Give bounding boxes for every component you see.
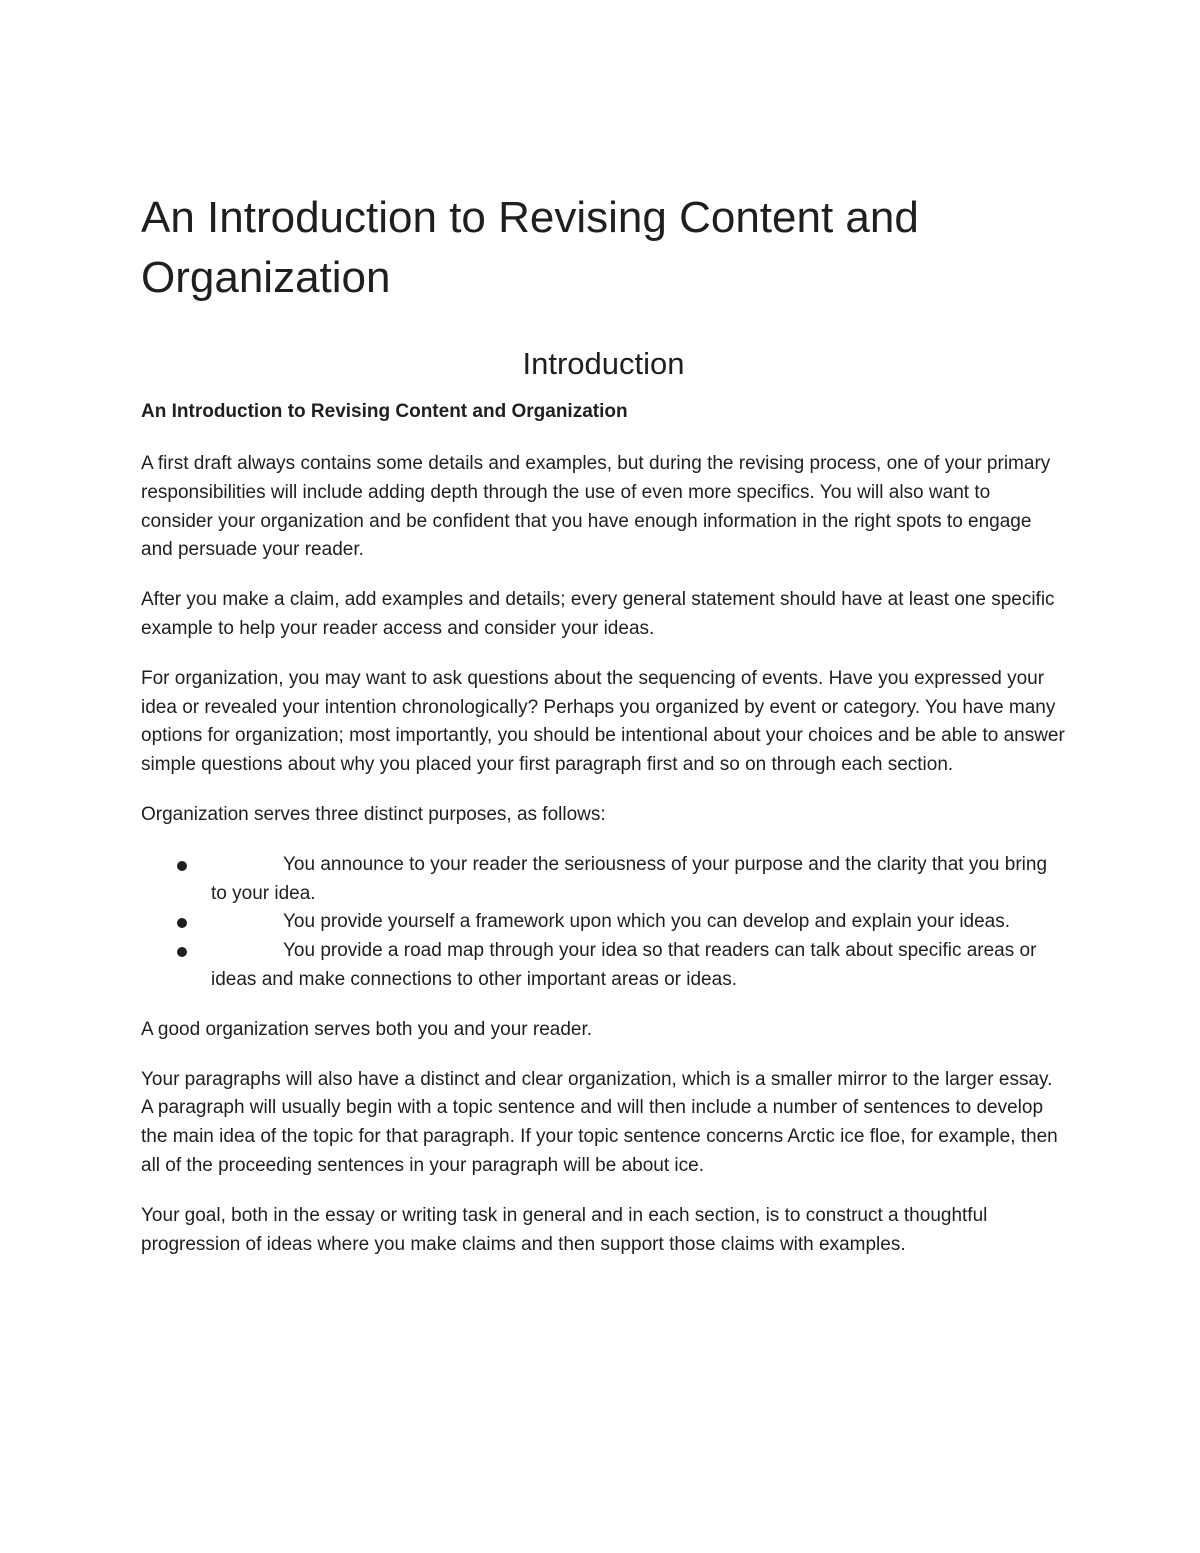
list-item-text: You provide a road map through your idea so that readers can talk about specific areas or ideas and make connections to other important areas or ideas. (211, 940, 1037, 990)
list-item (141, 851, 1066, 909)
bullet-icon (177, 918, 187, 928)
list-item (141, 908, 1066, 937)
paragraph: After you make a claim, add examples and details; every general statement should have at least one specific example to help your reader access and consider your ideas. (141, 589, 1055, 639)
paragraph: Your paragraphs will also have a distinct and clear organization, which is a smaller mirror to the larger essay. A paragraph will usually begin with a topic sentence and will then include a number of sentences to develop the main idea of the topic for that paragraph. If your topic sentence concerns Arctic ice floe, for example, then all of the proceeding sentences in your paragraph will be about ice. (141, 1068, 1058, 1176)
list-item-text: You announce to your reader the seriousness of your purpose and the clarity that you bring to your idea. (211, 853, 1048, 904)
paragraph: Organization serves three distinct purposes, as follows: (141, 803, 606, 825)
sub-heading: An Introduction to Revising Content and Organization (141, 401, 628, 422)
paragraph: For organization, you may want to ask questions about the sequencing of events. Have you expressed your idea or revealed your intention chronologically? Perhaps you organized by event or category. You have many options for organization; most importantly, you should be intentional about your choices and be able to answer simple questions about why you placed your first paragraph first and so on through each section. (141, 667, 1065, 776)
document-page (141, 188, 1066, 1259)
paragraph: Your goal, both in the essay or writing task in general and in each section, is to construct a thoughtful progression of ideas where you make claims and then support those claims with examples. (141, 1204, 988, 1255)
bullet-icon (177, 861, 187, 871)
list-item (141, 937, 1066, 995)
purpose-list (141, 851, 1066, 995)
section-heading: Introduction (522, 346, 685, 381)
document-title: An Introduction to Revising Content and Organization (141, 193, 919, 302)
paragraph: A good organization serves both you and your reader. (141, 1018, 593, 1040)
paragraph: A first draft always contains some details and examples, but during the revising process, one of your primary responsibilities will include adding depth through the use of even more specifics. You will also want to consider your organization and be confident that you have enough information in the right spots to engage and persuade your reader. (141, 453, 1051, 561)
bullet-icon (177, 947, 187, 957)
list-item-text: You provide yourself a framework upon which you can develop and explain your ideas. (283, 911, 1011, 933)
